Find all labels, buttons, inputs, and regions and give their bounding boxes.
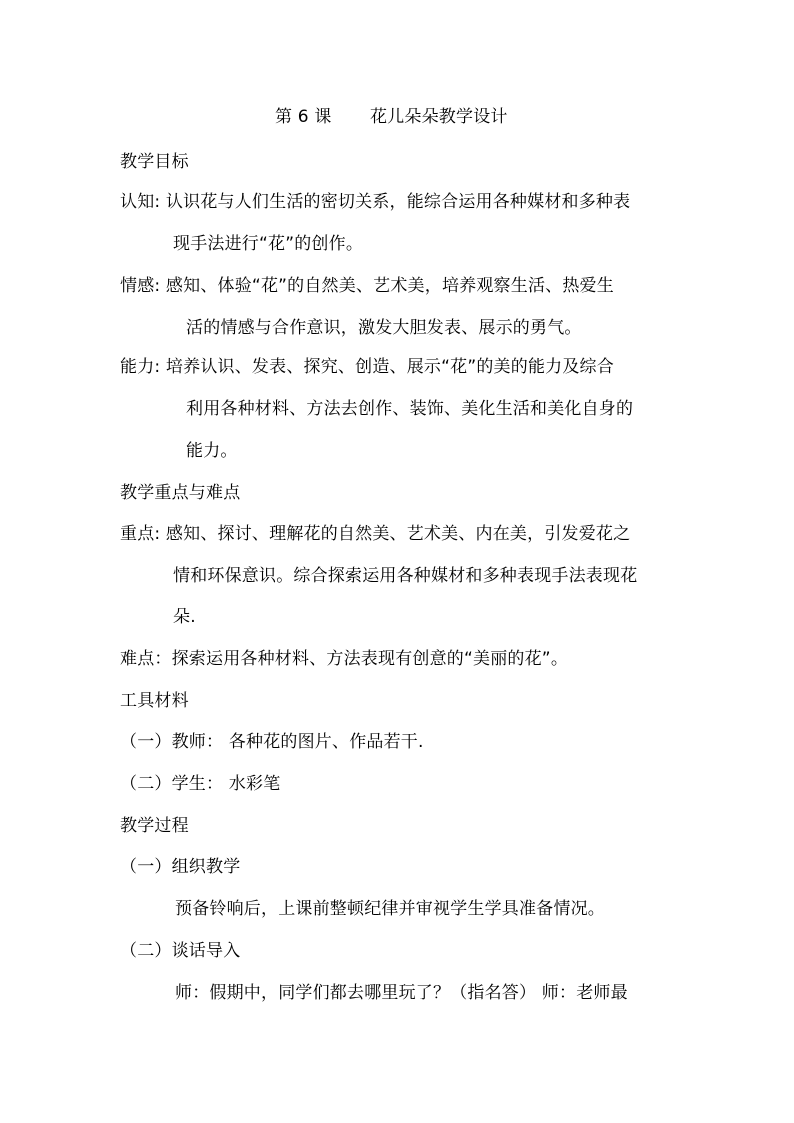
heading-key-points: 教学重点与难点: [120, 483, 241, 503]
tools-student: （二）学生： 水彩笔: [120, 774, 281, 794]
ability-line-1: 能力: 培养认识、发表、探究、创造、展示“花”的美的能力及综合: [120, 357, 614, 377]
emotion-line-1: 情感: 感知、体验“花”的自然美、艺术美，培养观察生活、热爱生: [120, 276, 614, 296]
step1-heading: （一）组织教学: [120, 857, 241, 877]
heading-tools: 工具材料: [120, 691, 189, 711]
key-point-line-3: 朵.: [173, 607, 196, 627]
difficulty-line: 难点：探索运用各种材料、方法表现有创意的“美丽的花”。: [120, 649, 569, 669]
step2-heading: （二）谈话导入: [120, 941, 241, 961]
key-point-line-2: 情和环保意识。综合探索运用各种媒材和多种表现手法表现花: [173, 566, 638, 586]
ability-line-2: 利用各种材料、方法去创作、装饰、美化生活和美化自身的: [186, 399, 634, 419]
step1-text: 预备铃响后，上课前整顿纪律并审视学生学具准备情况。: [175, 899, 605, 919]
emotion-line-2: 活的情感与合作意识，激发大胆发表、展示的勇气。: [186, 318, 582, 338]
key-point-line-1: 重点: 感知、探讨、理解花的自然美、艺术美、内在美，引发爱花之: [120, 524, 631, 544]
step2-text: 师：假期中，同学们都去哪里玩了？（指名答） 师：老师最: [175, 983, 628, 1003]
title-number: 第 6 课: [275, 107, 332, 127]
cognition-line-1: 认知: 认识花与人们生活的密切关系，能综合运用各种媒材和多种表: [120, 192, 631, 212]
heading-process: 教学过程: [120, 816, 189, 836]
heading-objectives: 教学目标: [120, 152, 189, 172]
cognition-line-2: 现手法进行“花”的创作。: [173, 234, 364, 254]
page-title: 花儿朵朵教学设计: [370, 107, 508, 127]
ability-line-3: 能力。: [186, 441, 238, 461]
tools-teacher: （一）教师： 各种花的图片、作品若干.: [120, 732, 424, 752]
